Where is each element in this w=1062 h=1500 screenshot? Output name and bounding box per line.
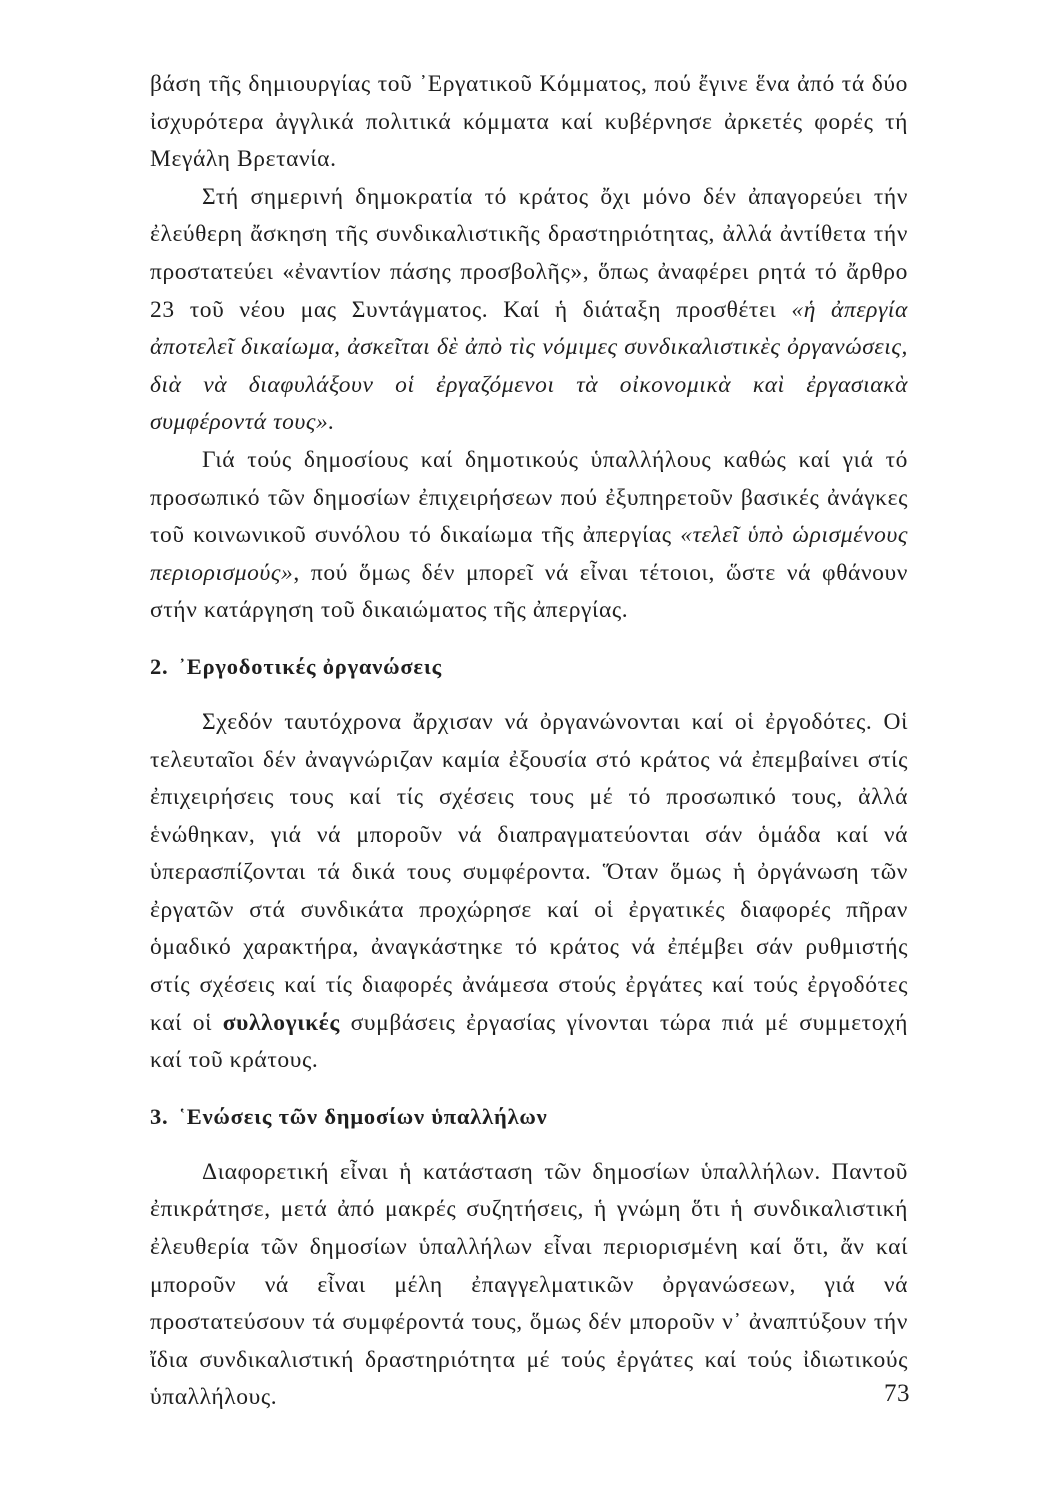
paragraph-constitution-article — [150, 179, 908, 442]
paragraph-text: Σχεδόν ταυτόχρονα ἄρχισαν νά ὀργανώνονται καί οἱ ἐργοδότες. Οἱ τελευταῖοι δέν ἀναγνώριζαν καμία ἐξουσία στό κράτος νά ἐπεμβαίνει στίς ἐπιχειρήσεις τους καί τίς σχέσεις τους μέ τό προσωπικό τους, ἀλλά ἑνώθηκαν, γιά νά μποροῦν νά διαπραγματεύονται σάν ὁμάδα καί νά ὑπερασπίζονται τά δικά τους συμφέροντα. Ὅταν ὅμως ἡ ὀργάνωση τῶν ἐργατῶν στά συνδικάτα προχώρησε καί οἱ ἐργατικές διαφορές πῆραν ὁμαδικό χαρακτήρα, ἀναγκάστηκε τό κράτος νά ἐπέμβει σάν ρυθμιστής στίς σχέσεις καί τίς διαφορές ἀνάμεσα στούς ἐργάτες καί τούς ἐργοδότες καί οἱ — [150, 708, 908, 1036]
paragraph-text: συμβάσεις ἐργασίας γίνονται τώρα πιά μέ συμμετοχή καί τοῦ κράτους. — [150, 1009, 908, 1074]
restriction-quote: «τελεῖ ὑπὸ ὡρισμένους περιορισμούς» — [150, 522, 908, 586]
constitution-quote: «ἡ ἀπεργία ἀποτελεῖ δικαίωμα, ἀσκεῖται δὲ ἀπὸ τὶς νόμιμες συνδικαλιστικὲς ὀργανώσεις, διὰ νὰ διαφυλάξουν οἱ ἐργαζόμενοι τὰ οἰκονομικὰ καὶ ἐργασιακὰ συμφέροντά τους». — [150, 296, 908, 436]
paragraph-civil-servants: Διαφορετική εἶναι ἡ κατάσταση τῶν δημοσίων ὑπαλλήλων. Παντοῦ ἐπικράτησε, μετά ἀπό μακρές συζητήσεις, ἡ γνώμη ὅτι ἡ συνδικαλιστική ἐλευθερία τῶν δημοσίων ὑπαλλήλων εἶναι περιορισμένη καί ὅτι, ἄν καί μποροῦν νά εἶναι μέλη ἐπαγγελματικῶν ὀργανώσεων, γιά νά προστατεύσουν τά συμφέροντά τους, ὅμως δέν μποροῦν ν᾿ ἀναπτύξουν τήν ἴδια συνδικαλιστική δραστηριότητα μέ τούς ἐργάτες καί τούς ἰδιωτικούς ὑπαλλήλους. — [150, 1158, 908, 1411]
section-number: 2. — [150, 653, 169, 679]
paragraph-employers — [150, 704, 908, 1080]
body-text — [150, 66, 908, 1417]
section-title: ᾿Εργοδοτικές ὀργανώσεις — [178, 653, 442, 679]
paragraph-public-employees-strike — [150, 442, 908, 630]
section-heading-employer-organizations — [150, 652, 908, 682]
paragraph-text: Γιά τούς δημοσίους καί δημοτικούς ὑπαλλήλους καθώς καί γιά τό προσωπικό τῶν δημοσίων ἐπιχειρήσεων πού ἐξυπηρετοῦν βασικές ἀνάγκες τοῦ κοινωνικοῦ συνόλου τό δικαίωμα τῆς ἀπεργίας — [150, 446, 908, 549]
section-heading-civil-servant-unions — [150, 1102, 908, 1132]
emphasized-word: συλλογικές — [222, 1009, 340, 1036]
paragraph-text: , πού ὅμως δέν μπορεῖ νά εἶναι τέτοιοι, ὥστε νά φθάνουν στήν κατάργηση τοῦ δικαιώματος τῆς ἀπεργίας. — [150, 559, 908, 624]
section-title: ῾Ενώσεις τῶν δημοσίων ὑπαλλήλων — [178, 1103, 548, 1129]
page-number: 73 — [884, 1380, 910, 1407]
section-number: 3. — [150, 1103, 169, 1129]
paragraph-continuation: βάση τῆς δημιουργίας τοῦ ᾿Εργατικοῦ Κόμματος, πού ἔγινε ἕνα ἀπό τά δύο ἰσχυρότερα ἀγγλικά πολιτικά κόμματα καί κυβέρνησε ἀρκετές φορές τή Μεγάλη Βρετανία. — [150, 71, 908, 173]
paragraph-text: Στή σημερινή δημοκρατία τό κράτος ὄχι μόνο δέν ἀπαγορεύει τήν ἐλεύθερη ἄσκηση τῆς συνδικαλιστικῆς δραστηριότητας, ἀλλά ἀντίθετα τήν προστατεύει «ἐναντίον πάσης προσβολῆς», ὅπως ἀναφέρει ρητά τό ἄρθρο 23 τοῦ νέου μας Συντάγματος. Καί ἡ διάταξη προσθέτει — [150, 183, 908, 323]
